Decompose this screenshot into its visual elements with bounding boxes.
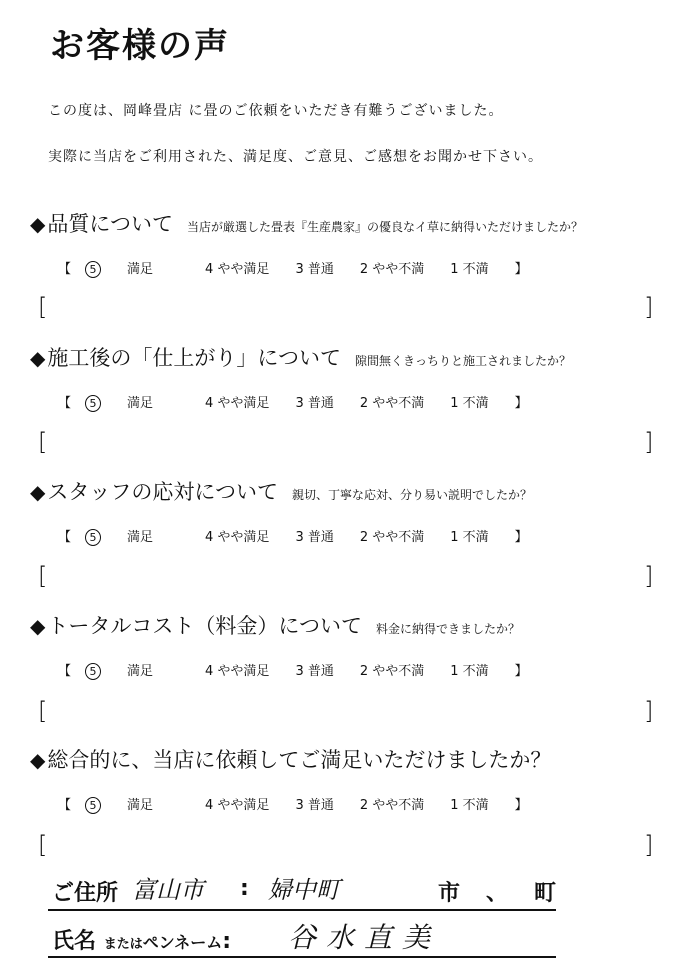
rating-5-label: 満足	[127, 798, 154, 813]
question-3-heading	[30, 476, 532, 506]
rating-row-4	[58, 660, 554, 680]
rating-5[interactable]	[85, 664, 179, 679]
rating-2[interactable]: 2 やや不満	[359, 262, 425, 277]
question-4-sub: 料金に納得できましたか？	[375, 622, 520, 636]
address-label: ご住所	[52, 881, 119, 906]
name-colon: :	[222, 929, 232, 954]
question-3-sub: 親切、丁寧な応対、分り易い説明でしたか？	[291, 488, 532, 502]
question-3-title: スタッフの応対について	[47, 480, 278, 504]
diamond-bullet-icon: ◆	[30, 748, 46, 772]
diamond-bullet-icon: ◆	[30, 480, 46, 504]
rating-2[interactable]: 2 やや不満	[359, 664, 425, 679]
name-or-text: または	[103, 937, 143, 952]
comment-bracket-open: [	[38, 293, 48, 321]
rating-3[interactable]: 3 普通	[295, 262, 334, 277]
intro-line-2: 実際に当店をご利用された、満足度、ご意見、ご感想をお聞かせ下さい。	[48, 149, 543, 165]
selected-circle: 5	[85, 797, 101, 814]
question-2-heading	[30, 342, 571, 372]
rating-5-label: 満足	[127, 530, 154, 545]
comment-bracket-close: ]	[644, 697, 654, 725]
diamond-bullet-icon: ◆	[30, 614, 46, 638]
comment-bracket-open: [	[38, 562, 48, 590]
rating-row-2	[58, 392, 554, 412]
rating-5[interactable]	[85, 530, 179, 545]
name-label-text: 氏名	[52, 929, 97, 954]
diamond-bullet-icon: ◆	[30, 346, 46, 370]
rating-4[interactable]: 4 やや満足	[205, 530, 270, 545]
rating-3[interactable]: 3 普通	[295, 530, 334, 545]
rating-open: 【	[58, 798, 72, 813]
rating-1[interactable]: 1 不満	[450, 798, 489, 813]
rating-open: 【	[58, 396, 72, 411]
address-underline	[48, 909, 556, 911]
comment-bracket-close: ]	[644, 562, 654, 590]
comment-bracket-open: [	[38, 697, 48, 725]
rating-5-label: 満足	[127, 262, 154, 277]
name-label	[52, 924, 231, 955]
rating-row-3	[58, 526, 554, 546]
question-1-heading	[30, 208, 583, 238]
rating-5-label: 満足	[127, 396, 154, 411]
rating-5[interactable]	[85, 262, 179, 277]
rating-row-1	[58, 258, 554, 278]
rating-open: 【	[58, 530, 72, 545]
question-5-heading	[30, 744, 551, 774]
question-1-sub: 当店が厳選した畳表『生産農家』の優良なイ草に納得いただけましたか？	[186, 220, 583, 234]
rating-4[interactable]: 4 やや満足	[205, 798, 270, 813]
rating-close: 】	[514, 396, 528, 411]
address-colon: :	[240, 876, 249, 901]
town-suffix: 町	[534, 881, 557, 906]
selected-circle: 5	[85, 663, 101, 680]
selected-circle: 5	[85, 395, 101, 412]
rating-3[interactable]: 3 普通	[295, 798, 334, 813]
comment-bracket-close: ]	[644, 831, 654, 859]
rating-3[interactable]: 3 普通	[295, 396, 334, 411]
rating-5[interactable]	[85, 396, 179, 411]
page-title: お客様の声	[50, 26, 230, 66]
rating-close: 】	[514, 798, 528, 813]
rating-close: 】	[514, 664, 528, 679]
city-suffix: 市	[438, 881, 461, 906]
question-2-title: 施工後の「仕上がり」について	[47, 346, 341, 370]
comment-bracket-open: [	[38, 428, 48, 456]
comma: 、	[486, 881, 509, 906]
rating-5-label: 満足	[127, 664, 154, 679]
rating-open: 【	[58, 664, 72, 679]
question-4-title: トータルコスト（料金）について	[47, 614, 362, 638]
question-2-sub: 隙間無くきっちりと施工されましたか？	[354, 354, 571, 368]
rating-1[interactable]: 1 不満	[450, 530, 489, 545]
rating-close: 】	[514, 530, 528, 545]
rating-1[interactable]: 1 不満	[450, 664, 489, 679]
rating-1[interactable]: 1 不満	[450, 262, 489, 277]
rating-row-5	[58, 794, 554, 814]
rating-4[interactable]: 4 やや満足	[205, 262, 270, 277]
selected-circle: 5	[85, 529, 101, 546]
rating-4[interactable]: 4 やや満足	[205, 396, 270, 411]
rating-4[interactable]: 4 やや満足	[205, 664, 270, 679]
rating-5[interactable]	[85, 798, 179, 813]
intro-line-1: この度は、岡峰畳店 に畳のご依頼をいただき有難うございました。	[48, 103, 504, 119]
address-city-handwritten: 富山市	[132, 876, 204, 904]
diamond-bullet-icon: ◆	[30, 212, 46, 236]
name-handwritten: 谷水直美	[288, 921, 441, 954]
comment-bracket-open: [	[38, 831, 48, 859]
rating-open: 【	[58, 262, 72, 277]
comment-bracket-close: ]	[644, 428, 654, 456]
question-1-title: 品質について	[47, 212, 173, 236]
rating-2[interactable]: 2 やや不満	[359, 530, 425, 545]
address-town-handwritten: 婦中町	[268, 876, 340, 904]
question-5-title: 総合的に、当店に依頼してご満足いただけましたか？	[47, 748, 552, 772]
rating-3[interactable]: 3 普通	[295, 664, 334, 679]
rating-1[interactable]: 1 不満	[450, 396, 489, 411]
rating-2[interactable]: 2 やや不満	[359, 396, 425, 411]
name-underline	[48, 956, 556, 958]
question-4-heading	[30, 610, 520, 640]
comment-bracket-close: ]	[644, 293, 654, 321]
rating-2[interactable]: 2 やや不満	[359, 798, 425, 813]
rating-close: 】	[514, 262, 528, 277]
selected-circle: 5	[85, 261, 101, 278]
penname-text: ペンネーム	[142, 933, 223, 952]
